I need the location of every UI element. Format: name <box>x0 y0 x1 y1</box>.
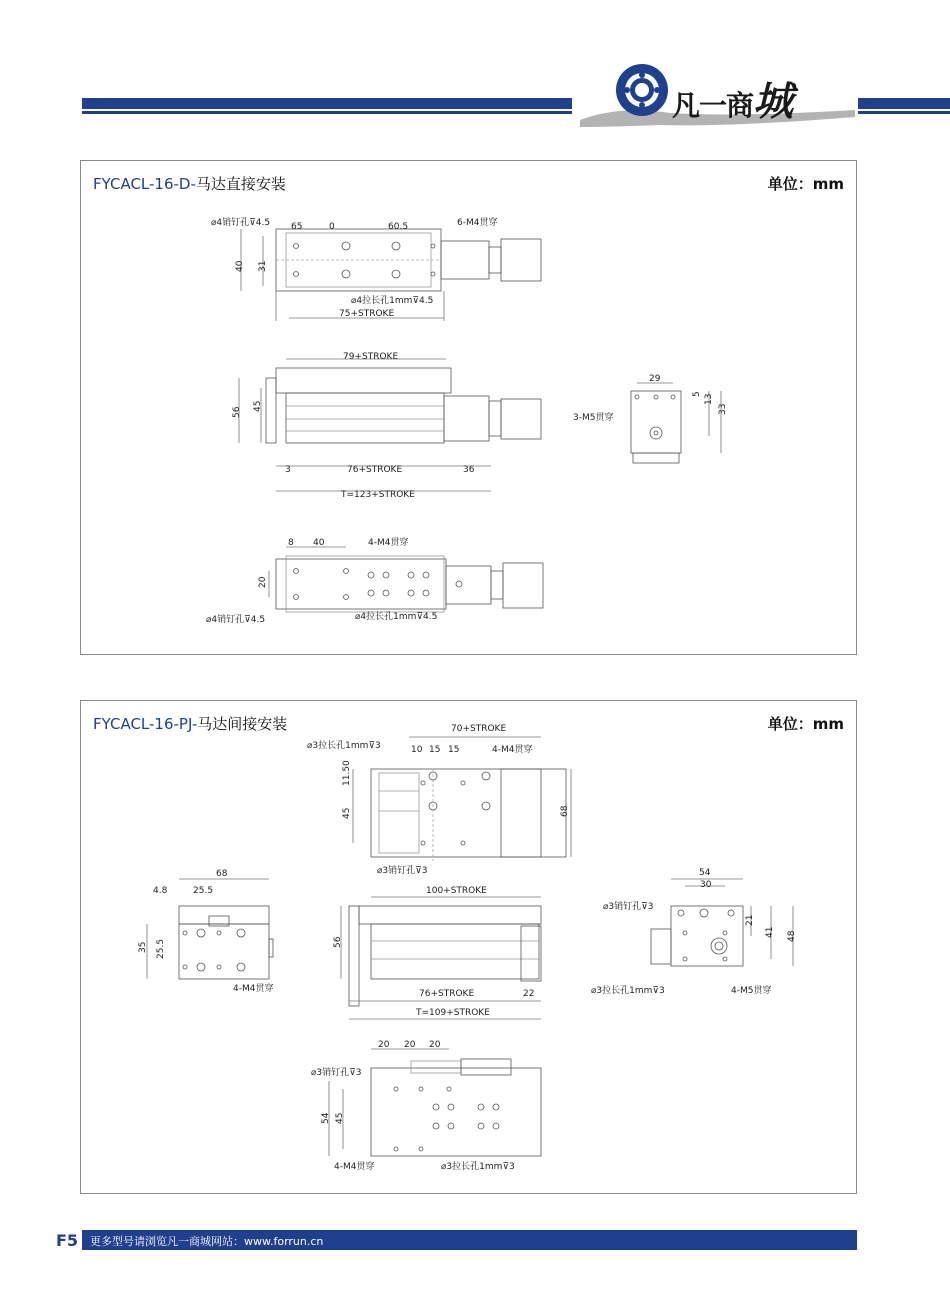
dim-bot-20c: 20 <box>429 1040 441 1050</box>
dim-side-36: 36 <box>463 465 475 475</box>
dim-right-pin: ⌀3销钉孔⊽3 <box>603 902 654 912</box>
drawing-indirect-mount <box>81 701 856 1193</box>
panel-title: FYCACL-16-D-马达直接安装 <box>93 175 286 193</box>
side-view <box>341 897 541 1019</box>
dim-end-29: 29 <box>649 374 661 384</box>
top-view <box>353 737 571 861</box>
top-view <box>241 229 541 321</box>
dim-right-41: 41 <box>765 926 775 938</box>
dim-slot: ⌀3拉长孔1mm⊽3 <box>307 741 381 751</box>
dim-bot-20b: 20 <box>404 1040 416 1050</box>
dim-side-22: 22 <box>523 989 535 999</box>
dim-15a: 15 <box>429 745 441 755</box>
dim-side-3: 3 <box>285 465 291 475</box>
dim-bot-slot: ⌀3拉长孔1mm⊽3 <box>441 1162 515 1172</box>
dim-left-35: 35 <box>138 941 148 953</box>
bottom-view <box>269 547 543 612</box>
dim-end-13: 13 <box>704 393 714 405</box>
dim-stroke: 75+STROKE <box>339 309 395 319</box>
dim-bot-pin: ⌀3销钉孔⊽3 <box>311 1068 362 1078</box>
dim-thru-holes: 6-M4贯穿 <box>457 218 498 228</box>
unit-label: 单位：mm <box>767 715 844 733</box>
dim-stroke: 70+STROKE <box>451 724 507 734</box>
dim-0: 0 <box>329 222 335 232</box>
dim-bot-54: 54 <box>321 1112 331 1124</box>
header-bar-left <box>82 98 572 109</box>
dim-bot-8: 8 <box>288 538 294 548</box>
dim-68: 68 <box>560 805 570 817</box>
dim-65: 65 <box>291 222 303 232</box>
dim-side-45: 45 <box>253 400 263 412</box>
panel-indirect-mount <box>80 700 857 1194</box>
dim-end-m5: 3-M5贯穿 <box>573 413 614 423</box>
dim-side-total: T=109+STROKE <box>416 1008 490 1018</box>
dim-side-56: 56 <box>232 406 242 418</box>
dim-side-top: 100+STROKE <box>426 886 487 896</box>
dim-31: 31 <box>258 260 268 272</box>
dim-11-50: 11.50 <box>342 760 352 786</box>
dim-pin-hole: ⌀4销钉孔⊽4.5 <box>211 218 271 228</box>
dim-end-33: 33 <box>718 403 728 415</box>
dim-right-slot: ⌀3拉长孔1mm⊽3 <box>591 986 665 996</box>
dim-60-5: 60.5 <box>388 222 409 232</box>
dim-bot-m4: 4-M4贯穿 <box>334 1162 375 1172</box>
header-bar-left-thin <box>82 111 572 114</box>
dim-side-top: 79+STROKE <box>343 352 399 362</box>
dim-side-total: T=123+STROKE <box>341 490 415 500</box>
dim-m4: 4-M4贯穿 <box>492 745 533 755</box>
dim-right-54: 54 <box>699 868 711 878</box>
dim-45: 45 <box>342 807 352 819</box>
dim-right-21: 21 <box>745 914 755 926</box>
dim-10: 10 <box>411 745 423 755</box>
brand-name: 凡一商城 <box>672 78 793 125</box>
unit-label: 单位：mm <box>767 175 844 193</box>
bottom-view <box>329 1049 541 1156</box>
dim-side-56: 56 <box>333 936 343 948</box>
drawing-direct-mount <box>81 161 856 654</box>
dim-right-m5: 4-M5贯穿 <box>731 986 772 996</box>
dim-left-68: 68 <box>216 869 228 879</box>
dim-side-mid: 76+STROKE <box>347 465 403 475</box>
footer-bar <box>82 1230 857 1250</box>
footer-text: 更多型号请浏览凡一商城网站：www.forrun.cn <box>90 1235 324 1248</box>
dim-right-30: 30 <box>700 880 712 890</box>
dim-bot-20a: 20 <box>378 1040 390 1050</box>
panel-title: FYCACL-16-PJ-马达间接安装 <box>93 715 288 733</box>
dim-bot-20: 20 <box>258 576 268 588</box>
dim-left-25-5v: 25.5 <box>156 938 166 959</box>
page-number: F5 <box>56 1231 79 1250</box>
dim-bot-m4: 4-M4贯穿 <box>368 538 409 548</box>
dim-bot-45: 45 <box>335 1112 345 1124</box>
right-view <box>651 879 793 966</box>
dim-left-25-5: 25.5 <box>193 886 214 896</box>
dim-end-5: 5 <box>692 391 702 397</box>
dim-pin: ⌀3销钉孔⊽3 <box>377 866 428 876</box>
dim-bot-40: 40 <box>313 538 325 548</box>
dim-15b: 15 <box>448 745 460 755</box>
dim-bot-slot: ⌀4拉长孔1mm⊽4.5 <box>355 612 438 622</box>
dim-side-mid: 76+STROKE <box>419 989 475 999</box>
panel-direct-mount <box>80 160 857 655</box>
dim-left-m4: 4-M4贯穿 <box>233 984 274 994</box>
dim-slot: ⌀4拉长孔1mm⊽4.5 <box>351 296 434 306</box>
header-bar-right <box>858 98 950 109</box>
dim-right-48: 48 <box>787 930 797 942</box>
dim-40: 40 <box>235 260 245 272</box>
dim-left-4-8: 4.8 <box>153 886 168 896</box>
header-bar-right-thin <box>858 111 950 114</box>
dim-bot-pin: ⌀4销钉孔⊽4.5 <box>206 615 266 625</box>
